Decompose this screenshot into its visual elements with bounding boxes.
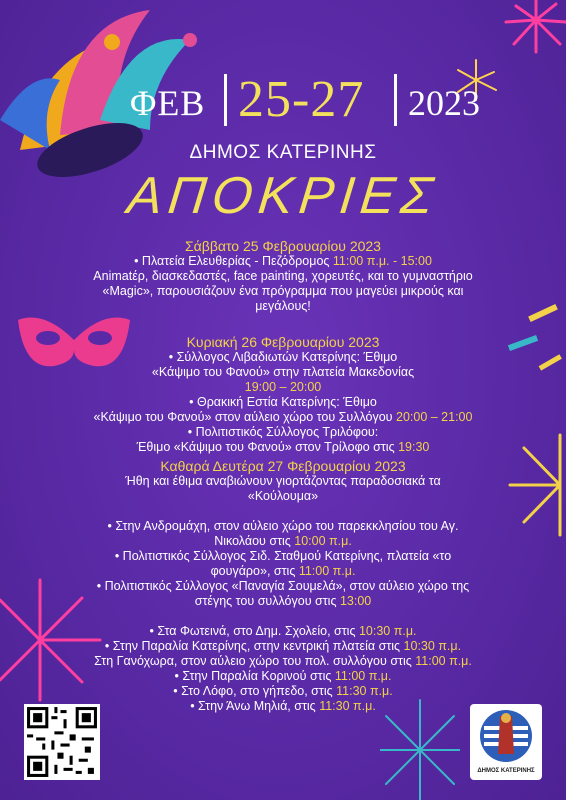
event-time: 11:00 π.μ. - 15:00 (332, 254, 432, 268)
event-line (100, 254, 466, 269)
month-label: ΦΕΒ (130, 83, 206, 123)
event-line: μεγάλους! (255, 299, 311, 313)
sunday-section (93, 334, 473, 455)
event-line: Animatέρ, διασκεδαστές, face painting, χορευτές, και το γυμναστήριο (93, 269, 473, 283)
spacer (70, 609, 496, 624)
event-time: 13:00 (339, 594, 372, 608)
event-line: • Πολιτιστικός Σύλλογος «Παναγία Σουμελά», στον αύλειο χώρο της (96, 579, 470, 593)
event-line: «Κούλουμα» (247, 489, 319, 503)
event-line: «Magic», παρουσιάζουν ένα πρόγραμμα που μαγεύει μικρούς και (102, 284, 464, 298)
event-line: Ήθη και έθιμα αναβιώνουν γιορτάζοντας παραδοσιακά τα (125, 474, 441, 488)
date-row (0, 66, 566, 126)
event-text: Νικολάου στις (214, 534, 295, 548)
event-time: 19:00 – 20:00 (244, 380, 322, 394)
spacer (70, 504, 496, 519)
event-time: 10:30 π.μ. (358, 624, 417, 638)
event-text: • Στην Παραλία Κορινού στις (174, 669, 335, 683)
event-time: 11:30 π.μ. (319, 699, 376, 713)
divider (394, 74, 397, 126)
event-text: φουγάρο», στις (210, 564, 299, 578)
municipality-label: ΔΗΜΟΣ ΚΑΤΕΡΙΝΗΣ (189, 142, 377, 163)
event-text: στέγης του συλλόγου στις (194, 594, 340, 608)
event-text: • Πλατεία Ελευθερίας - Πεζόδρομος (134, 254, 333, 268)
day-heading: Κυριακή 26 Φεβρουαρίου 2023 (186, 334, 380, 350)
confetti-icon (478, 290, 566, 380)
event-line (70, 564, 496, 579)
days-label: 25-27 (238, 71, 365, 128)
event-text: Έθιμο «Κάψιμο του Φανού» στον Τρίλοφο στις (136, 440, 399, 454)
event-time: 10:30 π.μ. (403, 639, 462, 653)
event-line (70, 699, 496, 714)
qr-code-icon (24, 704, 100, 780)
event-line (70, 594, 496, 609)
event-text: • Στα Φωτεινά, στο Δημ. Σχολείο, στις (149, 624, 359, 638)
event-line (70, 654, 496, 669)
event-text: «Κάψιμο του Φανού» στον αύλειο χώρο του Συλλόγου (93, 410, 396, 424)
event-line: • Πολιτιστικός Σύλλογος Τριλόφου: (187, 425, 379, 439)
saturday-section (93, 238, 473, 314)
event-line (70, 669, 496, 684)
event-line: • Θρακική Εστία Κατερίνης: Έθιμο (189, 395, 377, 409)
page-title: ΑΠΟΚΡΙΕΣ (124, 167, 442, 225)
qr-code[interactable] (24, 704, 100, 780)
event-line (100, 440, 466, 455)
year-label: 2023 (408, 83, 480, 123)
day-heading: Καθαρά Δευτέρα 27 Φεβρουαρίου 2023 (160, 458, 406, 474)
event-text: • Στην Άνω Μηλιά, στις (190, 699, 320, 713)
event-line (70, 639, 496, 654)
event-line: • Στην Ανδρομάχη, στον αύλειο χώρο του παρεκκλησίου του Αγ. (107, 519, 459, 533)
event-time: 10:00 π.μ. (294, 534, 352, 548)
crest-icon (470, 704, 542, 768)
event-text: • Στην Παραλία Κατερίνης, στην κεντρική πλατεία στις (104, 639, 404, 653)
event-time: 20:00 – 21:00 (396, 410, 473, 424)
monday-section (70, 458, 496, 714)
firework-right-icon (500, 430, 566, 540)
event-time: 11:00 π.μ. (334, 669, 392, 683)
event-line: • Σύλλογος Λιβαδιωτών Κατερίνης: Έθιμο (168, 350, 398, 364)
event-time: 11:00 π.μ. (415, 654, 472, 668)
event-line: «Κάψιμο του Φανού» στην πλατεία Μακεδονίας (151, 365, 415, 379)
event-line (60, 410, 506, 425)
event-time: 11:00 π.μ. (298, 564, 356, 578)
event-text: Στη Γανόχωρα, στον αύλειο χώρο του πολ. συλλόγου στις (94, 654, 416, 668)
divider (224, 74, 227, 126)
day-heading: Σάββατο 25 Φεβρουαρίου 2023 (185, 238, 381, 254)
event-time: 11:30 π.μ. (336, 684, 393, 698)
event-line (70, 534, 496, 549)
event-time: 19:30 (398, 440, 430, 454)
event-line (70, 624, 496, 639)
municipality-crest (470, 704, 542, 780)
crest-label: ΔΗΜΟΣ ΚΑΤΕΡΙΝΗΣ (477, 768, 535, 774)
event-text: • Στο Λόφο, στο γήπεδο, στις (173, 684, 337, 698)
event-line: • Πολιτιστικός Σύλλογος Σιδ. Σταθμού Κατερίνης, πλατεία «το (114, 549, 452, 563)
event-line (70, 684, 496, 699)
